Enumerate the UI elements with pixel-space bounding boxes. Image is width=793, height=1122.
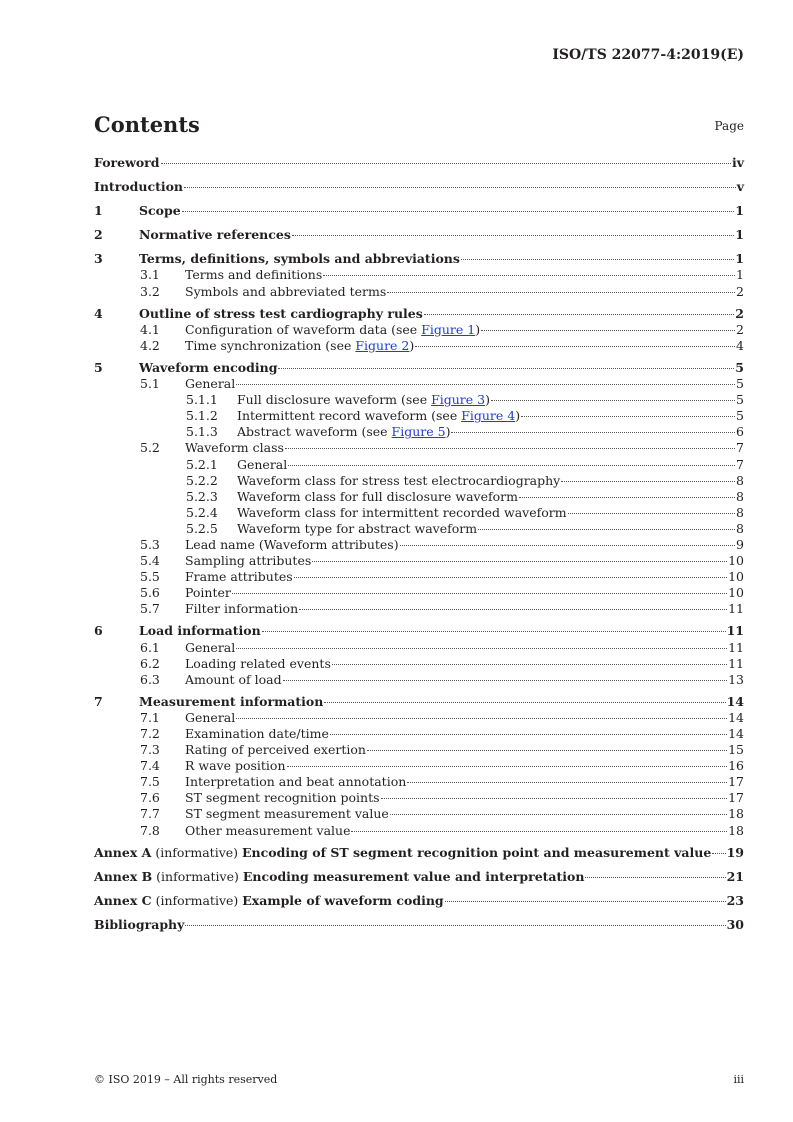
- toc-entry-number: 5.2.3: [186, 488, 218, 504]
- toc-entry[interactable]: [94, 823, 744, 839]
- toc-entry-title: General: [185, 709, 236, 725]
- toc-entry-title: Terms, definitions, symbols and abbreviations: [139, 251, 460, 267]
- toc-entry-page: 8: [736, 520, 744, 536]
- toc-entry-page: 5: [735, 359, 744, 375]
- toc-entry-page: 2: [735, 305, 744, 321]
- toc-entry-label: [185, 710, 235, 726]
- toc-entry-label: [94, 155, 160, 171]
- leader-dots: [236, 384, 735, 385]
- toc-entry-page: 16: [728, 758, 744, 774]
- toc-entry[interactable]: [94, 203, 744, 219]
- toc-entry-page: 30: [726, 916, 744, 932]
- toc-entry-title: Pointer: [185, 585, 231, 601]
- toc-entry-label: [139, 251, 460, 267]
- toc-entry-title: Foreword: [94, 155, 160, 170]
- toc-entry[interactable]: [94, 537, 744, 553]
- toc-entry-number: 7.7: [140, 806, 160, 822]
- toc-entry-label: [94, 869, 584, 885]
- toc-entry-title: Time synchronization (see: [185, 337, 356, 353]
- toc-entry-title: Intermittent record waveform (see: [237, 408, 462, 424]
- toc-entry-label: [237, 489, 518, 505]
- toc-entry-title: General: [237, 456, 288, 472]
- toc-entry-label: [237, 424, 450, 440]
- page-title: Contents: [94, 112, 200, 137]
- leader-dots: [184, 187, 736, 188]
- toc-entry-label: [94, 893, 444, 909]
- figure-link[interactable]: Figure 3: [431, 392, 486, 408]
- toc-entry[interactable]: [94, 227, 744, 243]
- toc-entry[interactable]: [94, 758, 744, 774]
- toc-entry-page: 21: [726, 868, 744, 884]
- leader-dots: [712, 853, 725, 854]
- toc-entry-title: Loading related events: [185, 655, 331, 671]
- toc-entry-number: 5.2: [140, 440, 160, 456]
- annex-label: Annex B: [94, 868, 153, 884]
- toc-entry-title: Waveform class for full disclosure waveform: [237, 488, 518, 504]
- toc-entry-label: [185, 569, 293, 585]
- toc-entry-title: Rating of perceived exertion: [185, 742, 366, 758]
- leader-dots: [324, 702, 725, 703]
- toc-entry-page: 11: [728, 601, 744, 617]
- page-number-footer: iii: [733, 1073, 744, 1086]
- toc-entry-page: 11: [726, 623, 744, 639]
- leader-dots: [294, 577, 727, 578]
- toc-entry-title: Interpretation and beat annotation: [185, 774, 407, 790]
- toc-entry-label: [185, 758, 286, 774]
- toc-entry[interactable]: [94, 774, 744, 790]
- leader-dots: [287, 766, 728, 767]
- toc-entry-label: [185, 267, 322, 283]
- toc-entry-title: Waveform encoding: [139, 359, 278, 375]
- toc-entry[interactable]: [94, 656, 744, 672]
- annex-label: Annex C: [94, 892, 152, 908]
- toc-entry[interactable]: [94, 322, 744, 338]
- leader-dots: [445, 901, 726, 902]
- toc-entry-title: Symbols and abbreviated terms: [185, 283, 387, 299]
- toc-entry[interactable]: [94, 694, 744, 710]
- toc-entry-number: 7.8: [140, 822, 160, 838]
- table-of-contents: [94, 155, 744, 933]
- toc-entry[interactable]: [94, 710, 744, 726]
- toc-entry-title: Lead name (Waveform attributes): [185, 536, 399, 552]
- toc-entry[interactable]: [94, 155, 744, 171]
- toc-entry-title: Waveform type for abstract waveform: [237, 520, 478, 536]
- toc-entry-page: 10: [728, 585, 744, 601]
- toc-entry-page: 2: [736, 283, 744, 299]
- toc-entry[interactable]: [94, 473, 744, 489]
- toc-entry-label: [185, 338, 414, 354]
- toc-entry-page: 1: [735, 227, 744, 243]
- page-column-label: Page: [714, 119, 744, 133]
- toc-entry-label: [237, 408, 520, 424]
- toc-entry-number: 5: [94, 359, 103, 375]
- leader-dots: [292, 235, 734, 236]
- toc-entry-label: [185, 806, 389, 822]
- toc-entry[interactable]: [94, 267, 744, 283]
- leader-dots: [407, 782, 727, 783]
- toc-entry-label: [94, 179, 183, 195]
- toc-entry[interactable]: [94, 585, 744, 601]
- toc-entry-number: 3: [94, 251, 103, 267]
- toc-entry-title: Full disclosure waveform (see: [237, 392, 432, 408]
- toc-entry-number: 4.2: [140, 337, 160, 353]
- figure-link[interactable]: Figure 1: [421, 321, 476, 337]
- toc-entry-page: 15: [728, 742, 744, 758]
- toc-entry[interactable]: [94, 376, 744, 392]
- toc-entry[interactable]: [94, 408, 744, 424]
- toc-entry-page: 4: [736, 337, 744, 353]
- toc-entry-title: Measurement information: [139, 693, 324, 709]
- toc-entry-page: 5: [736, 408, 744, 424]
- toc-entry-number: 5.2.5: [186, 520, 218, 536]
- leader-dots: [332, 664, 727, 665]
- toc-entry-number: 5.7: [140, 601, 160, 617]
- informative-tag: (informative): [151, 892, 243, 908]
- toc-entry-title: Example of waveform coding: [242, 892, 444, 908]
- toc-entry-page: 7: [736, 440, 744, 456]
- leader-dots: [568, 513, 735, 514]
- toc-entry-page: 7: [736, 456, 744, 472]
- toc-entry-page: 5: [736, 376, 744, 392]
- toc-entry-label: [237, 457, 287, 473]
- leader-dots: [232, 593, 727, 594]
- toc-entry-page: 23: [726, 892, 744, 908]
- toc-entry[interactable]: [94, 893, 744, 909]
- leader-dots: [424, 314, 735, 315]
- leader-dots: [367, 750, 727, 751]
- toc-entry-title: Encoding measurement value and interpretation: [242, 868, 585, 884]
- toc-entry[interactable]: [94, 553, 744, 569]
- leader-dots: [381, 798, 728, 799]
- toc-entry-label: [237, 521, 477, 537]
- toc-entry-number: 5.1.1: [186, 392, 218, 408]
- toc-entry-number: 7.5: [140, 774, 160, 790]
- toc-entry[interactable]: [94, 790, 744, 806]
- toc-entry[interactable]: [94, 672, 744, 688]
- toc-entry-label: [185, 440, 284, 456]
- toc-entry[interactable]: [94, 284, 744, 300]
- leader-dots: [461, 259, 734, 260]
- toc-entry-label: [185, 376, 235, 392]
- toc-entry[interactable]: [94, 489, 744, 505]
- toc-entry-number: 4.1: [140, 321, 160, 337]
- toc-entry-title: Other measurement value: [185, 822, 351, 838]
- toc-entry-number: 5.2.2: [186, 472, 218, 488]
- toc-entry-page: 11: [728, 639, 744, 655]
- toc-entry-label: [185, 742, 366, 758]
- toc-entry[interactable]: [94, 845, 744, 861]
- toc-entry-title: Amount of load: [185, 671, 282, 687]
- document-id-header: ISO/TS 22077-4:2019(E): [552, 47, 744, 63]
- toc-entry-label: [94, 845, 711, 861]
- toc-entry-label: [185, 585, 231, 601]
- toc-entry-number: 5.3: [140, 536, 160, 552]
- leader-dots: [481, 330, 735, 331]
- leader-dots: [585, 877, 725, 878]
- toc-entry-label: [139, 306, 423, 322]
- toc-entry-number: 7.2: [140, 726, 160, 741]
- copyright-footer: © ISO 2019 – All rights reserved: [94, 1073, 278, 1086]
- toc-entry-number: 5.2.4: [186, 504, 218, 520]
- toc-entry-page: 14: [728, 726, 744, 741]
- toc-entry-page: v: [736, 179, 744, 195]
- toc-entry[interactable]: [94, 601, 744, 617]
- toc-entry-page: 6: [736, 424, 744, 440]
- toc-entry-page: 19: [726, 844, 744, 860]
- leader-dots: [519, 497, 735, 498]
- toc-entry-page: 1: [735, 251, 744, 267]
- leader-dots: [400, 545, 735, 546]
- leader-dots: [451, 432, 735, 433]
- toc-entry-label: [185, 553, 311, 569]
- leader-dots: [478, 529, 735, 530]
- toc-entry-title: General: [185, 639, 236, 655]
- toc-entry-title: ST segment recognition points: [185, 790, 380, 806]
- toc-entry-title: Examination date/time: [185, 726, 329, 741]
- leader-dots: [351, 831, 727, 832]
- leader-dots: [491, 400, 735, 401]
- toc-entry-suffix: ): [485, 392, 490, 408]
- toc-entry-number: 6.1: [140, 639, 160, 655]
- toc-entry-page: 8: [736, 504, 744, 520]
- toc-entry-label: [185, 823, 350, 839]
- toc-entry[interactable]: [94, 179, 744, 195]
- toc-entry-page: 13: [728, 671, 744, 687]
- toc-entry-label: [237, 473, 560, 489]
- figure-link[interactable]: Figure 4: [461, 408, 516, 424]
- toc-entry-title: R wave position: [185, 758, 286, 774]
- leader-dots: [521, 416, 735, 417]
- toc-entry-page: 10: [728, 569, 744, 585]
- leader-dots: [415, 346, 735, 347]
- toc-entry-label: [185, 601, 298, 617]
- toc-entry-number: 7: [94, 693, 103, 709]
- toc-entry-label: [237, 392, 490, 408]
- toc-entry-title: Frame attributes: [185, 569, 293, 585]
- toc-entry-number: 7.1: [140, 709, 160, 725]
- leader-dots: [182, 211, 735, 212]
- toc-entry-page: iv: [731, 155, 744, 170]
- toc-entry-page: 1: [735, 203, 744, 219]
- toc-entry[interactable]: [94, 869, 744, 885]
- toc-entry-title: Encoding of ST segment recognition point and measurement value: [242, 844, 712, 860]
- toc-entry-label: [94, 917, 184, 933]
- toc-entry[interactable]: [94, 521, 744, 537]
- toc-entry-title: Filter information: [185, 601, 299, 617]
- toc-entry-number: 2: [94, 227, 103, 243]
- toc-entry-number: 7.3: [140, 742, 160, 758]
- leader-dots: [299, 609, 727, 610]
- toc-entry-label: [185, 672, 282, 688]
- toc-entry-page: 1: [736, 267, 744, 283]
- toc-entry-title: Normative references: [139, 227, 291, 243]
- toc-entry-label: [237, 505, 567, 521]
- toc-entry-label: [185, 284, 386, 300]
- toc-entry[interactable]: [94, 338, 744, 354]
- toc-entry-label: [185, 640, 235, 656]
- toc-entry[interactable]: [94, 424, 744, 440]
- toc-entry[interactable]: [94, 457, 744, 473]
- toc-entry-title: Terms and definitions: [185, 267, 323, 283]
- leader-dots: [561, 481, 735, 482]
- toc-entry[interactable]: [94, 917, 744, 933]
- leader-dots: [185, 925, 725, 926]
- toc-entry[interactable]: [94, 742, 744, 758]
- toc-entry-title: Sampling attributes: [185, 553, 312, 569]
- toc-entry-number: 5.4: [140, 553, 160, 569]
- toc-entry-title: ST segment measurement value: [185, 806, 389, 822]
- leader-dots: [330, 734, 727, 735]
- leader-dots: [285, 448, 735, 449]
- toc-entry-label: [185, 726, 329, 742]
- toc-entry-suffix: ): [475, 321, 481, 337]
- toc-entry-label: [139, 694, 323, 710]
- toc-entry-label: [185, 790, 380, 806]
- toc-entry[interactable]: [94, 640, 744, 656]
- toc-entry[interactable]: [94, 726, 744, 742]
- toc-entry-label: [185, 322, 480, 338]
- toc-entry-label: [139, 623, 261, 639]
- informative-tag: (informative): [151, 844, 243, 860]
- toc-entry-number: 5.6: [140, 585, 160, 601]
- toc-entry-page: 11: [728, 655, 744, 671]
- toc-entry-label: [185, 656, 331, 672]
- toc-entry-page: 14: [728, 709, 744, 725]
- toc-entry-number: 7.6: [140, 790, 160, 806]
- leader-dots: [312, 561, 727, 562]
- toc-entry-label: [185, 537, 399, 553]
- leader-dots: [323, 275, 735, 276]
- leader-dots: [262, 631, 726, 632]
- leader-dots: [288, 465, 735, 466]
- toc-entry-title: General: [185, 376, 236, 392]
- toc-entry-number: 5.1.3: [186, 424, 218, 440]
- leader-dots: [236, 648, 727, 649]
- toc-entry-page: 18: [728, 806, 744, 822]
- annex-label: Annex A: [94, 844, 152, 860]
- toc-entry-suffix: ): [445, 424, 451, 440]
- toc-entry[interactable]: [94, 392, 744, 408]
- leader-dots: [161, 163, 731, 164]
- leader-dots: [236, 718, 727, 719]
- toc-entry[interactable]: [94, 360, 744, 376]
- toc-entry[interactable]: [94, 806, 744, 822]
- toc-entry-label: [139, 360, 277, 376]
- informative-tag: (informative): [152, 868, 243, 884]
- toc-entry-page: 17: [728, 790, 744, 806]
- toc-entry-page: 14: [726, 693, 744, 709]
- toc-entry[interactable]: [94, 251, 744, 267]
- toc-entry[interactable]: [94, 569, 744, 585]
- leader-dots: [283, 680, 727, 681]
- toc-entry-number: 4: [94, 305, 103, 321]
- toc-entry-number: 3.2: [140, 283, 160, 299]
- toc-entry[interactable]: [94, 306, 744, 322]
- toc-entry-label: [185, 774, 406, 790]
- leader-dots: [278, 368, 734, 369]
- toc-entry-page: 18: [728, 822, 744, 838]
- leader-dots: [390, 814, 727, 815]
- toc-entry-number: 3.1: [140, 267, 160, 283]
- toc-entry-title: Load information: [139, 623, 261, 639]
- toc-entry-page: 2: [736, 321, 744, 337]
- toc-entry-page: 8: [736, 488, 744, 504]
- leader-dots: [387, 292, 735, 293]
- toc-entry[interactable]: [94, 505, 744, 521]
- toc-entry-label: [139, 203, 181, 219]
- toc-entry-title: Waveform class for stress test electrocardiography: [237, 472, 561, 488]
- toc-entry-number: 7.4: [140, 758, 160, 774]
- toc-entry-title: Scope: [139, 203, 181, 219]
- toc-entry[interactable]: [94, 623, 744, 639]
- toc-entry-title: Abstract waveform (see: [237, 424, 392, 440]
- figure-link[interactable]: Figure 5: [391, 424, 446, 440]
- toc-entry-title: Configuration of waveform data (see: [185, 321, 422, 337]
- toc-entry-title: Bibliography: [94, 916, 185, 932]
- toc-entry-suffix: ): [409, 337, 415, 353]
- toc-entry-label: [139, 227, 291, 243]
- toc-entry-number: 6.3: [140, 671, 160, 687]
- toc-entry-number: 5.1: [140, 376, 160, 392]
- toc-entry-number: 6.2: [140, 655, 160, 671]
- toc-entry-number: 5.5: [140, 569, 160, 585]
- toc-entry-number: 1: [94, 203, 103, 219]
- toc-entry-title: Waveform class for intermittent recorded waveform: [237, 504, 567, 520]
- toc-entry-number: 6: [94, 623, 103, 639]
- toc-entry-page: 8: [736, 472, 744, 488]
- toc-entry-page: 17: [728, 774, 744, 790]
- toc-entry-title: Outline of stress test cardiography rules: [139, 305, 423, 321]
- toc-entry-title: Introduction: [94, 179, 184, 195]
- toc-entry-page: 10: [728, 553, 744, 569]
- toc-entry-suffix: ): [515, 408, 521, 424]
- figure-link[interactable]: Figure 2: [355, 337, 410, 353]
- toc-entry-number: 5.1.2: [186, 408, 218, 424]
- toc-entry-title: Waveform class: [185, 440, 284, 456]
- toc-entry-page: 5: [736, 392, 744, 408]
- toc-entry-page: 9: [736, 536, 744, 552]
- toc-entry-number: 5.2.1: [186, 456, 218, 472]
- toc-entry[interactable]: [94, 440, 744, 456]
